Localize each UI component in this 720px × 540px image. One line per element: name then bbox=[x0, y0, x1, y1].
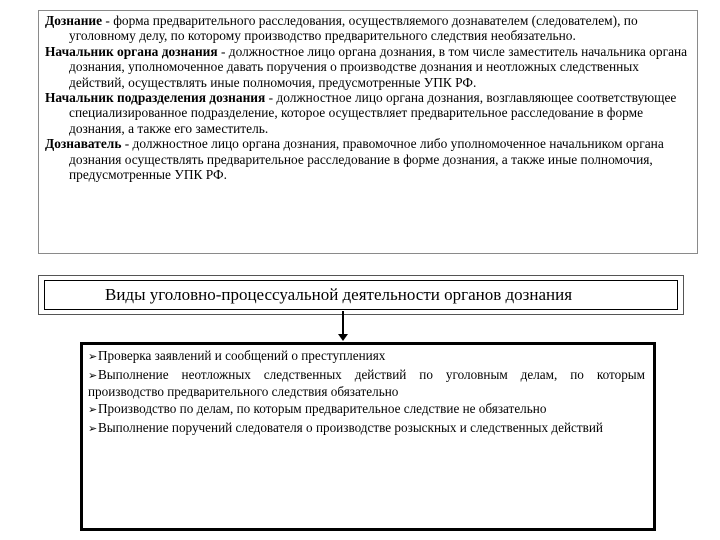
definition-term: Начальник органа дознания bbox=[45, 43, 218, 59]
activities-list-box bbox=[80, 342, 656, 531]
definition-item bbox=[45, 136, 689, 182]
section-heading bbox=[44, 280, 678, 310]
section-heading-text: Виды уголовно-процессуальной деятельности органов дознания bbox=[105, 285, 573, 304]
definition-text: - должностное лицо органа дознания, правомочное либо уполномоченное начальником органа дознания осуществлять предварительное расследование в форме дознания, а также иные полномочия, предусмотренные УПК РФ. bbox=[69, 136, 664, 183]
definition-text: - должностное лицо органа дознания, возглавляющее соответствующее специализированное подразделение, которое осуществляет предварительное расследование в форме дознания, а также его заместитель. bbox=[69, 90, 677, 136]
definition-item bbox=[45, 90, 689, 136]
arrow-bullet-icon: ➢ bbox=[88, 370, 98, 382]
definition-term: Дознаватель bbox=[45, 136, 122, 152]
list-item-text: Выполнение неотложных следственных действий по уголовным делам, по которым производство предварительного следствия обязательно bbox=[88, 367, 645, 399]
definition-term: Дознание bbox=[45, 13, 103, 28]
arrow-bullet-icon: ➢ bbox=[88, 351, 98, 363]
arrow-bullet-icon: ➢ bbox=[88, 423, 98, 435]
definition-term: Начальник подразделения дознания bbox=[45, 90, 266, 106]
list-item bbox=[88, 401, 645, 418]
definition-item bbox=[45, 13, 689, 44]
definition-item bbox=[45, 44, 689, 90]
list-item-text: Проверка заявлений и сообщений о преступлениях bbox=[98, 348, 386, 363]
list-item bbox=[88, 420, 645, 437]
arrow-down-icon bbox=[338, 334, 348, 341]
definition-text: - должностное лицо органа дознания, в том числе заместитель начальника органа дознания, уполномоченное давать поручения о производстве дознания и неотложных следственных действий, осуществлять иные полномочия, предусмотренные УПК РФ. bbox=[69, 43, 688, 90]
list-item-text: Производство по делам, по которым предварительное следствие не обязательно bbox=[98, 401, 547, 416]
connector-line bbox=[342, 311, 344, 336]
definitions-box bbox=[38, 10, 698, 254]
definition-text: - форма предварительного расследования, осуществляемого дознавателем (следователем), по уголовному делу, по которому производство предварительного следствия необязательно. bbox=[69, 13, 638, 44]
list-item-text: Выполнение поручений следователя о производстве розыскных и следственных действий bbox=[98, 420, 603, 435]
list-item bbox=[88, 367, 645, 399]
list-item bbox=[88, 348, 645, 365]
arrow-bullet-icon: ➢ bbox=[88, 404, 98, 416]
